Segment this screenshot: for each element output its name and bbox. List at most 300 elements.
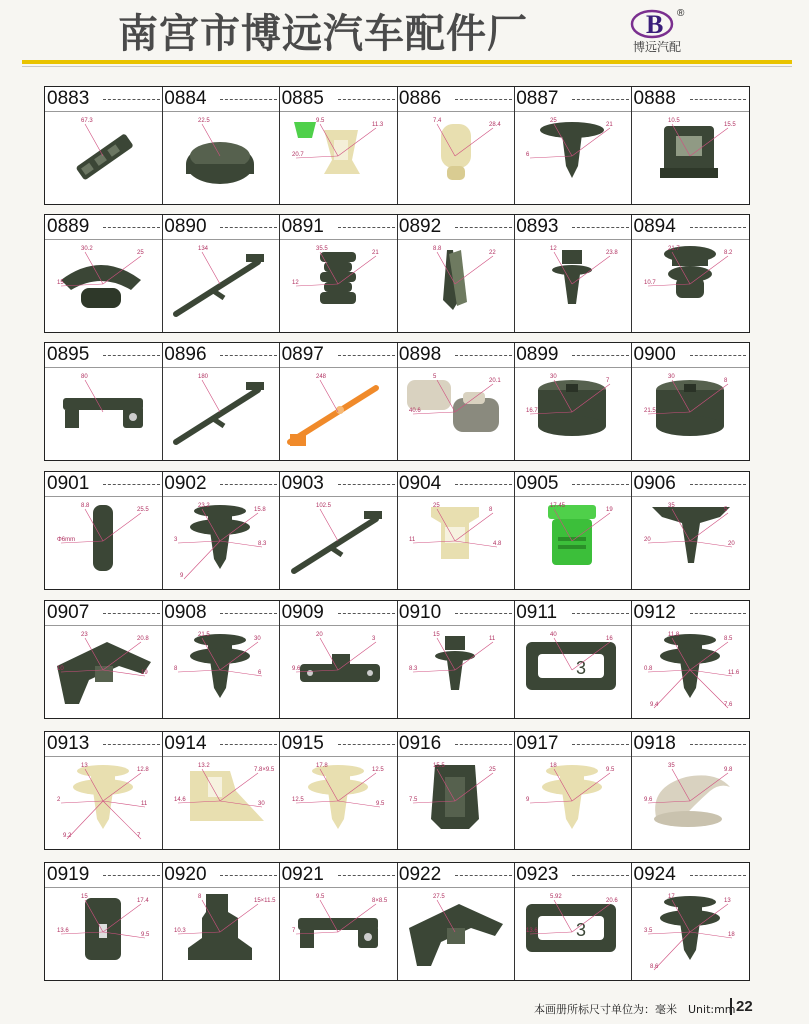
dimension-label: 23.8 — [606, 250, 618, 256]
part-cell — [280, 601, 398, 718]
part-code: 0900 — [633, 344, 676, 365]
dimension-label: 0.8 — [643, 666, 652, 672]
part-photo — [632, 497, 749, 589]
part-cell — [397, 732, 515, 849]
company-title: 南宫市博远汽车配件厂 — [118, 11, 528, 57]
dimension-label: 20.6 — [606, 898, 618, 904]
part-photo — [632, 888, 749, 980]
dimension-label: 23.2 — [198, 503, 210, 509]
dimension-label: 102.5 — [315, 503, 331, 509]
part-cell — [397, 601, 515, 718]
part-code: 0901 — [47, 473, 90, 494]
code-underline — [103, 355, 160, 356]
code-underline — [220, 355, 277, 356]
dimension-label: 13 — [723, 898, 731, 904]
part-photo — [162, 757, 279, 849]
dimension-label: 25 — [550, 118, 557, 124]
dimension-label: 180 — [198, 374, 209, 380]
part-photo — [397, 888, 514, 980]
dimension-label: 12 — [550, 246, 557, 252]
part-photo — [632, 368, 749, 460]
dimension-label: 30 — [254, 636, 261, 642]
part-code: 0899 — [516, 344, 559, 365]
part-photo — [514, 240, 631, 332]
code-underline — [103, 744, 160, 745]
part-code: 0923 — [516, 864, 559, 885]
unit-note: 本画册所标尺寸单位为：毫米 Unit:mm — [534, 1003, 736, 1016]
header-rule-thin — [22, 66, 792, 67]
dimension-label: 7.8×9.5 — [254, 767, 275, 773]
code-underline — [572, 875, 629, 876]
part-code: 0917 — [516, 733, 559, 754]
dimension-label: 20 — [643, 537, 651, 543]
dimension-label: 16 — [606, 636, 613, 642]
code-underline — [338, 744, 395, 745]
part-cell — [280, 863, 398, 980]
dimension-label: 8.3 — [408, 666, 418, 672]
part-cell — [45, 601, 163, 718]
part-code: 0906 — [633, 473, 676, 494]
part-photo — [514, 888, 631, 980]
part-code: 0892 — [398, 216, 442, 237]
dimension-label: 5.92 — [550, 894, 562, 900]
part-photo — [162, 240, 279, 332]
part-photo — [45, 626, 162, 718]
code-underline — [690, 744, 746, 745]
dimension-label: 8 — [198, 894, 202, 900]
dimension-label: 6 — [258, 670, 262, 676]
page-number: 22 — [730, 998, 753, 1015]
part-code: 0922 — [398, 864, 442, 885]
dimension-label: 7 — [291, 928, 295, 934]
dimension-label: 134 — [198, 246, 209, 252]
dimension-label: 13 — [81, 763, 88, 769]
dimension-label: 7.6 — [723, 702, 732, 708]
dimension-label: 8.8 — [81, 503, 90, 509]
part-photo — [397, 626, 514, 718]
part-code: 0891 — [281, 216, 324, 237]
part-photo — [280, 757, 397, 849]
dimension-label: 13.6 — [526, 928, 538, 934]
dimension-label: 3 — [371, 636, 375, 642]
part-cell — [632, 863, 748, 980]
part-cell — [632, 601, 748, 718]
part-photo — [632, 240, 749, 332]
dimension-label: 20 — [315, 632, 323, 638]
part-photo — [280, 497, 397, 589]
dimension-label: 23 — [81, 632, 88, 638]
dimension-label: 3.5 — [643, 928, 652, 934]
part-code: 0924 — [633, 864, 676, 885]
part-cell — [45, 215, 163, 332]
code-underline — [572, 484, 629, 485]
part-photo — [162, 497, 279, 589]
part-code: 0895 — [47, 344, 90, 365]
logo-mark: B — [646, 10, 664, 39]
dimension-label: 248 — [315, 374, 326, 380]
dimension-label: 8 — [488, 507, 493, 513]
dimension-label: 11.6 — [727, 670, 739, 676]
dimension-label: 11.3 — [371, 122, 383, 128]
dimension-label: 8.8 — [432, 246, 442, 252]
code-underline — [455, 99, 512, 100]
part-cell — [632, 87, 748, 204]
registered-mark: ® — [677, 8, 685, 19]
dimension-label: 6 — [526, 152, 530, 158]
code-underline — [338, 484, 395, 485]
catalog-row — [44, 86, 750, 205]
dimension-label: 8.3 — [258, 541, 267, 547]
code-underline — [103, 613, 160, 614]
dimension-label: 16.7 — [526, 408, 538, 414]
part-photo — [280, 888, 397, 980]
dimension-label: 18 — [727, 932, 735, 938]
part-cell — [514, 215, 632, 332]
dimension-label: 35 — [667, 763, 675, 769]
dimension-label: 20 — [727, 541, 735, 547]
code-underline — [572, 227, 629, 228]
part-photo — [280, 368, 397, 460]
dimension-label: 11 — [488, 636, 496, 642]
dimension-label: 8×8.5 — [371, 898, 387, 904]
part-photo — [397, 240, 514, 332]
part-photo — [397, 757, 514, 849]
dimension-label: 15 — [81, 894, 88, 900]
dimension-label: 7 — [606, 378, 610, 384]
header-rule — [22, 60, 792, 64]
dimension-label: 10.5 — [667, 118, 680, 124]
part-code: 0916 — [398, 733, 442, 754]
code-underline — [455, 227, 512, 228]
dimension-label: 9.5 — [606, 767, 615, 773]
dimension-label: 25 — [488, 767, 496, 773]
code-underline — [338, 875, 395, 876]
dimension-label: 13.6 — [57, 928, 69, 934]
part-code: 0908 — [164, 602, 207, 623]
dimension-label: 5 — [723, 507, 727, 513]
dimension-label: 11 — [141, 801, 148, 807]
dimension-label: 20.8 — [137, 636, 149, 642]
svg-text:3: 3 — [576, 920, 587, 940]
part-code: 0889 — [47, 216, 90, 237]
part-photo — [514, 368, 631, 460]
dimension-label: 80 — [81, 374, 88, 380]
part-code: 0890 — [164, 216, 207, 237]
part-photo — [45, 240, 162, 332]
part-code: 0894 — [633, 216, 676, 237]
part-code: 0888 — [633, 88, 676, 109]
dimension-label: 28.4 — [488, 122, 501, 128]
code-underline — [338, 355, 395, 356]
dimension-label: 17.8 — [315, 763, 328, 769]
part-cell — [514, 343, 632, 460]
dimension-label: Φ6mm — [57, 537, 76, 543]
part-cell — [632, 215, 748, 332]
code-underline — [220, 484, 277, 485]
dimension-label: 9.4 — [649, 702, 658, 708]
dimension-label: 9.8 — [723, 767, 732, 773]
dimension-label: 9 — [526, 797, 530, 803]
dimension-label: 7.4 — [432, 118, 442, 124]
part-photo — [632, 112, 749, 204]
code-underline — [103, 227, 160, 228]
dimension-label: 11 — [408, 537, 416, 543]
part-photo — [162, 626, 279, 718]
part-photo — [632, 757, 749, 849]
catalog-row — [44, 342, 750, 461]
code-underline — [690, 613, 746, 614]
dimension-label: 30.2 — [81, 246, 93, 252]
part-code: 0904 — [398, 473, 442, 494]
code-underline — [572, 744, 629, 745]
dimension-label: 10 — [57, 666, 64, 672]
dimension-label: 40 — [550, 632, 557, 638]
code-underline — [572, 355, 629, 356]
dimension-label: 30 — [550, 374, 557, 380]
svg-text:3: 3 — [576, 658, 587, 678]
dimension-label: 67.3 — [81, 118, 93, 124]
code-underline — [690, 875, 746, 876]
part-cell — [280, 343, 398, 460]
dimension-label: 4.8 — [492, 541, 502, 547]
part-code: 0920 — [164, 864, 207, 885]
part-cell — [632, 732, 748, 849]
dimension-label: 9.5 — [315, 894, 324, 900]
part-cell — [514, 472, 632, 589]
dimension-label: 14.6 — [174, 797, 186, 803]
part-photo — [162, 368, 279, 460]
dimension-label: 18 — [550, 763, 557, 769]
part-code: 0893 — [516, 216, 559, 237]
part-code: 0919 — [47, 864, 90, 885]
dimension-label: 15 — [57, 280, 64, 286]
code-underline — [690, 227, 746, 228]
code-underline — [690, 355, 746, 356]
code-underline — [220, 99, 277, 100]
part-cell — [280, 732, 398, 849]
part-cell — [162, 87, 280, 204]
part-code: 0905 — [516, 473, 559, 494]
dimension-label: 8.6 — [649, 964, 658, 970]
dimension-label: 30 — [667, 374, 675, 380]
dimension-label: 21.5 — [198, 632, 210, 638]
code-underline — [338, 227, 395, 228]
dimension-label: 9.2 — [63, 833, 72, 839]
part-cell — [162, 472, 280, 589]
dimension-label: 30 — [258, 801, 265, 807]
code-underline — [455, 355, 512, 356]
dimension-label: 22.5 — [198, 118, 210, 124]
part-cell — [514, 601, 632, 718]
dimension-label: 20.1 — [488, 378, 501, 384]
part-photo — [514, 112, 631, 204]
part-cell — [632, 472, 748, 589]
part-code: 0909 — [281, 602, 324, 623]
code-underline — [690, 484, 746, 485]
part-cell — [162, 863, 280, 980]
dimension-label: 15.5 — [723, 122, 736, 128]
part-photo — [397, 368, 514, 460]
part-cell — [514, 87, 632, 204]
dimension-label: 8.2 — [723, 250, 732, 256]
part-code: 0898 — [398, 344, 442, 365]
part-cell — [397, 472, 515, 589]
catalog-row — [44, 600, 750, 719]
part-photo — [162, 112, 279, 204]
part-cell — [514, 732, 632, 849]
dimension-label: 9.5 — [315, 118, 324, 124]
part-photo — [45, 497, 162, 589]
part-photo — [280, 240, 397, 332]
code-underline — [220, 744, 277, 745]
dimension-label: 9.6 — [643, 797, 652, 803]
part-code: 0897 — [281, 344, 324, 365]
part-cell — [162, 732, 280, 849]
dimension-label: 12.5 — [371, 767, 384, 773]
code-underline — [338, 99, 395, 100]
part-photo — [397, 497, 514, 589]
part-code: 0914 — [164, 733, 207, 754]
part-cell — [45, 343, 163, 460]
part-photo — [632, 626, 749, 718]
dimension-label: 17.4 — [137, 898, 149, 904]
part-code: 0913 — [47, 733, 90, 754]
part-photo — [45, 888, 162, 980]
part-photo — [514, 757, 631, 849]
part-code: 0896 — [164, 344, 207, 365]
part-photo — [280, 112, 397, 204]
part-cell — [397, 863, 515, 980]
part-cell — [397, 215, 515, 332]
part-code: 0885 — [281, 88, 324, 109]
part-code: 0910 — [398, 602, 442, 623]
dimension-label: 12.8 — [137, 767, 149, 773]
part-code: 0883 — [47, 88, 90, 109]
dimension-label: 10.3 — [174, 928, 186, 934]
dimension-label: 8 — [723, 378, 727, 384]
dimension-label: 12.5 — [291, 797, 304, 803]
dimension-label: 20.7 — [291, 152, 304, 158]
dimension-label: 21.5 — [643, 408, 656, 414]
code-underline — [690, 99, 746, 100]
code-underline — [455, 744, 512, 745]
part-cell — [280, 87, 398, 204]
code-underline — [103, 99, 160, 100]
dimension-label: 27.5 — [432, 894, 445, 900]
part-cell — [397, 87, 515, 204]
dimension-label: 22 — [488, 250, 496, 256]
part-cell — [45, 732, 163, 849]
part-cell — [514, 863, 632, 980]
code-underline — [103, 484, 160, 485]
part-photo — [45, 757, 162, 849]
dimension-label: 13.2 — [198, 763, 210, 769]
dimension-label: 8.5 — [723, 636, 732, 642]
dimension-label: 15×11.5 — [254, 898, 276, 904]
dimension-label: 19 — [141, 670, 148, 676]
dimension-label: 8 — [174, 666, 178, 672]
dimension-label: 15.8 — [254, 507, 266, 513]
part-code: 0918 — [633, 733, 676, 754]
dimension-label: 9.5 — [375, 801, 384, 807]
part-photo — [514, 626, 631, 718]
catalog-row — [44, 214, 750, 333]
logo-caption: 博远汽配 — [632, 40, 681, 54]
code-underline — [455, 484, 512, 485]
dimension-label: 19 — [606, 507, 613, 513]
part-photo — [162, 888, 279, 980]
dimension-label: 17 — [667, 894, 675, 900]
dimension-label: 10.7 — [643, 280, 656, 286]
dimension-label: 17.45 — [550, 503, 566, 509]
dimension-label: 3 — [174, 537, 178, 543]
dimension-label: 25 — [137, 250, 144, 256]
dimension-label: 9.5 — [141, 932, 150, 938]
part-photo — [45, 112, 162, 204]
dimension-label: 25 — [432, 503, 440, 509]
part-code: 0903 — [281, 473, 324, 494]
dimension-label: 21 — [371, 250, 379, 256]
part-cell — [45, 863, 163, 980]
dimension-label: 7 — [137, 833, 141, 839]
catalog-row — [44, 731, 750, 850]
code-underline — [220, 875, 277, 876]
part-cell — [280, 215, 398, 332]
dimension-label: 25.5 — [137, 507, 149, 513]
part-code: 0887 — [516, 88, 559, 109]
dimension-label: 7.5 — [408, 797, 418, 803]
dimension-label: 11.8 — [667, 632, 679, 638]
dimension-label: 21.7 — [667, 246, 680, 252]
part-cell — [162, 215, 280, 332]
page-header — [0, 0, 809, 72]
code-underline — [338, 613, 395, 614]
part-photo — [45, 368, 162, 460]
part-code: 0907 — [47, 602, 90, 623]
code-underline — [220, 613, 277, 614]
part-photo — [280, 626, 397, 718]
catalog-row — [44, 471, 750, 590]
part-cell — [45, 87, 163, 204]
part-cell — [45, 472, 163, 589]
part-code: 0912 — [633, 602, 676, 623]
part-cell — [632, 343, 748, 460]
code-underline — [572, 613, 629, 614]
catalog-row — [44, 862, 750, 981]
part-cell — [162, 601, 280, 718]
dimension-label: 21 — [606, 122, 613, 128]
dimension-label: 5 — [432, 374, 437, 380]
dimension-label: 35.5 — [315, 246, 328, 252]
part-code: 0886 — [398, 88, 442, 109]
dimension-label: 15.5 — [432, 763, 445, 769]
code-underline — [572, 99, 629, 100]
dimension-label: 2 — [57, 797, 61, 803]
part-cell — [397, 343, 515, 460]
code-underline — [220, 227, 277, 228]
code-underline — [103, 875, 160, 876]
part-photo — [397, 112, 514, 204]
part-code: 0911 — [516, 602, 558, 623]
part-cell — [162, 343, 280, 460]
code-underline — [455, 613, 512, 614]
dimension-label: 15 — [432, 632, 440, 638]
part-code: 0921 — [281, 864, 324, 885]
part-code: 0915 — [281, 733, 324, 754]
part-code: 0902 — [164, 473, 207, 494]
dimension-label: 12 — [291, 280, 299, 286]
part-photo — [514, 497, 631, 589]
